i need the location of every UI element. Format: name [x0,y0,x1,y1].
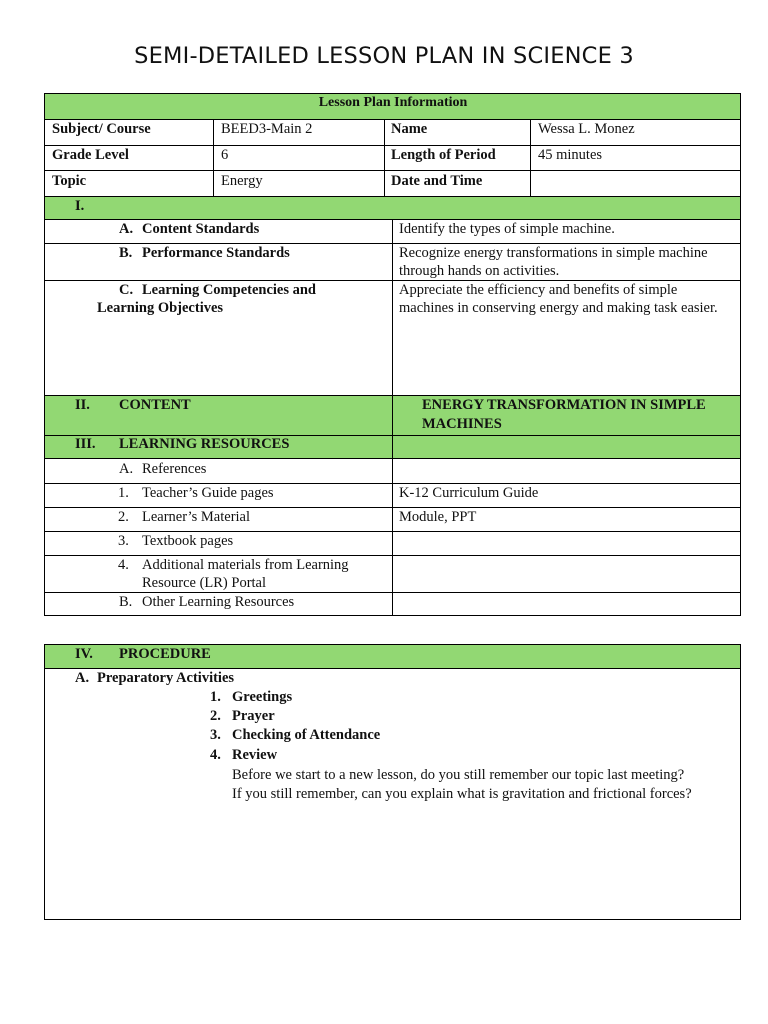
competencies-value-1: Appreciate the efficiency and benefits of simple [399,282,678,298]
name-value: Wessa L. Monez [538,121,635,137]
competencies-label-1: Learning Competencies and [142,282,316,298]
competencies-letter: C. [119,282,134,298]
content-value-2: MACHINES [422,416,502,432]
grade-value: 6 [221,147,229,163]
subject-value: BEED3-Main 2 [221,121,313,137]
procedure-label: PROCEDURE [119,646,211,662]
competencies-value-2: machines in conserving energy and making task easier. [399,300,718,316]
content-label: CONTENT [119,397,191,413]
period-label: Length of Period [391,147,496,163]
references-letter: A. [119,461,134,477]
performance-standards-value-1: Recognize energy transformations in simple machine [399,245,708,261]
section-i-roman: I. [75,198,85,214]
step-num: 4. [210,747,221,763]
learning-resources-label: LEARNING RESOURCES [119,436,290,452]
resource-num: 3. [118,533,129,549]
additional-materials-label-1: Additional materials from Learning [142,557,349,573]
content-standards-value: Identify the types of simple machine. [399,221,615,237]
performance-standards-value-2: through hands on activities. [399,263,560,279]
step-label: Review [232,747,278,763]
resource-value: K-12 Curriculum Guide [399,485,539,501]
other-resources-letter: B. [119,594,133,610]
content-standards-letter: A. [119,221,134,237]
section-iv-roman: IV. [75,646,93,662]
period-value: 45 minutes [538,147,603,163]
topic-value: Energy [221,173,263,189]
step-label: Checking of Attendance [232,727,381,743]
content-value-1: ENERGY TRANSFORMATION IN SIMPLE [422,397,706,413]
datetime-label: Date and Time [391,173,483,189]
step-num: 3. [210,727,221,743]
competencies-label-2: Learning Objectives [97,300,224,316]
step-num: 2. [210,708,221,724]
page-title: SEMI-DETAILED LESSON PLAN IN SCIENCE 3 [134,43,634,69]
references-label: References [142,461,207,477]
section-i-band [45,196,741,219]
resource-num: 2. [118,509,129,525]
info-header: Lesson Plan Information [318,95,468,110]
additional-materials-label-2: Resource (LR) Portal [142,575,267,591]
resource-label: Teacher’s Guide pages [142,485,274,501]
review-text-2: If you still remember, can you explain what is gravitation and frictional forces? [232,786,692,802]
step-label: Greetings [232,689,293,705]
resource-label: Textbook pages [142,533,234,549]
grade-label: Grade Level [52,147,129,163]
resource-num: 1. [118,485,129,501]
step-label: Prayer [232,708,275,724]
section-ii-roman: II. [75,397,90,413]
step-num: 1. [210,689,221,705]
resource-value: Module, PPT [399,509,477,525]
review-text-1: Before we start to a new lesson, do you still remember our topic last meeting? [232,767,685,783]
subject-label: Subject/ Course [52,121,151,137]
topic-label: Topic [52,173,87,189]
preparatory-label: Preparatory Activities [97,670,235,686]
performance-standards-letter: B. [119,245,133,261]
other-resources-label: Other Learning Resources [142,594,295,610]
section-iii-roman: III. [75,436,96,452]
name-label: Name [391,121,428,137]
performance-standards-label: Performance Standards [142,245,290,261]
preparatory-letter: A. [75,670,90,686]
resource-label: Learner’s Material [142,509,251,525]
resource-num: 4. [118,557,129,573]
content-standards-label: Content Standards [142,221,260,237]
